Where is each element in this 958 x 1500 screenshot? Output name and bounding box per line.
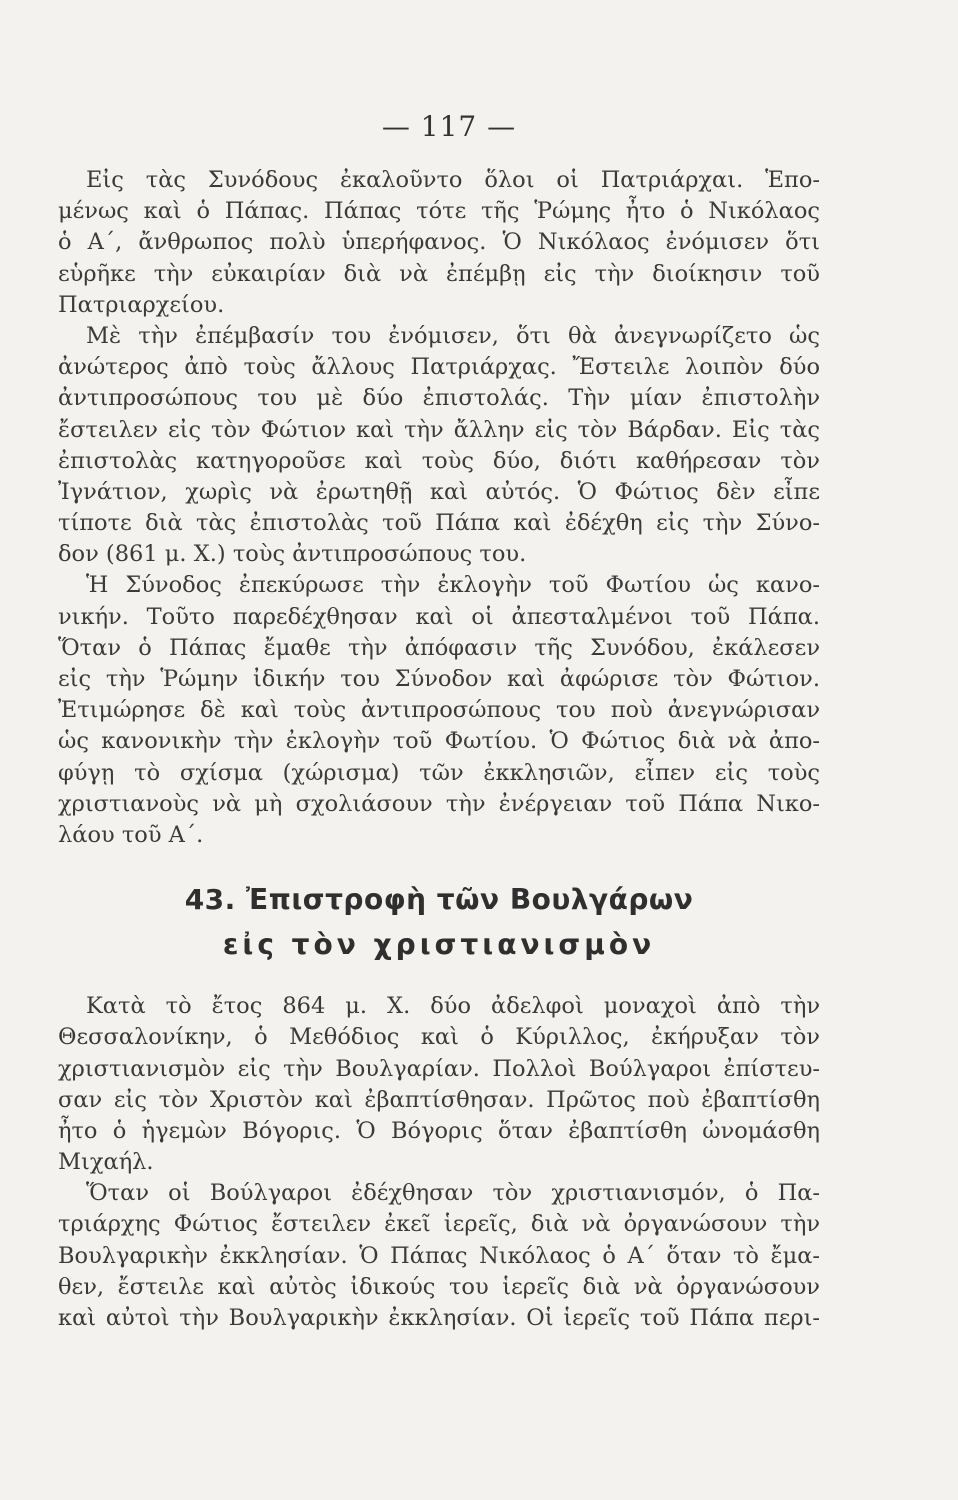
text-line: Ὅταν ὁ Πάπας ἔμαθε τὴν ἀπόφασιν τῆς Συνόδου, ἐκάλεσεν	[58, 634, 820, 661]
text-line: Ἐτιμώρησε δὲ καὶ τοὺς ἀντιπροσώπους του ποὺ ἀνεγνώρισαν	[58, 697, 820, 724]
text-line: Θεσσαλονίκην, ὁ Μεθόδιος καὶ ὁ Κύριλλος, ἐκήρυξαν τὸν	[58, 1024, 820, 1051]
text-line: Πατριαρχείου.	[58, 291, 225, 318]
text-line: ἐπιστολὰς κατηγοροῦσε καὶ τοὺς δύο, διότι καθήρεσαν τὸν	[58, 447, 820, 474]
text-line: χριστιανισμὸν εἰς τὴν Βουλγαρίαν. Πολλοὶ Βούλγαροι ἐπίστευ-	[58, 1055, 820, 1082]
paragraph-synod	[58, 570, 820, 851]
paragraph-missionaries	[58, 991, 820, 1178]
text-line: ἦτο ὁ ἡγεμὼν Βόγορις. Ὁ Βόγορις ὅταν ἐβαπτίσθη ὠνομάσθη	[58, 1117, 820, 1144]
text-line: τίποτε διὰ τὰς ἐπιστολὰς τοῦ Πάπα καὶ ἐδέχθη εἰς τὴν Σύνο-	[58, 510, 820, 537]
text-line: Ἰγνάτιον, χωρὶς νὰ ἐρωτηθῇ καὶ αὐτός. Ὁ Φώτιος δὲν εἶπε	[58, 478, 820, 505]
text-line: νικήν. Τοῦτο παρεδέχθησαν καὶ οἱ ἀπεσταλμένοι τοῦ Πάπα.	[58, 603, 820, 630]
text-line: καὶ αὐτοὶ τὴν Βουλγαρικὴν ἐκκλησίαν. Οἱ ἱερεῖς τοῦ Πάπα περι-	[58, 1305, 820, 1331]
page-number: — 117 —	[381, 110, 517, 143]
text-line: τριάρχης Φώτιος ἔστειλεν ἐκεῖ ἱερεῖς, διὰ νὰ ὀργανώσουν τὴν	[58, 1211, 820, 1238]
text-line: λάου τοῦ Α΄.	[58, 821, 204, 848]
paragraph-councils	[58, 165, 820, 321]
text-line: ἀντιπροσώπους του μὲ δύο ἐπιστολάς. Τὴν μίαν ἐπιστολὴν	[58, 385, 820, 412]
text-line: ὡς κανονικὴν τὴν ἐκλογὴν τοῦ Φωτίου. Ὁ Φώτιος διὰ νὰ ἀπο-	[58, 728, 820, 755]
text-line: Εἰς τὰς Συνόδους ἐκαλοῦντο ὅλοι οἱ Πατριάρχαι. Ἑπο-	[86, 167, 820, 193]
text-line: Ἡ Σύνοδος ἐπεκύρωσε τὴν ἐκλογὴν τοῦ Φωτίου ὡς κανο-	[86, 572, 820, 599]
text-line: μένως καὶ ὁ Πάπας. Πάπας τότε τῆς Ῥώμης ἦτο ὁ Νικόλαος	[58, 198, 820, 225]
text-line: φύγῃ τὸ σχίσμα (χώρισμα) τῶν ἐκκλησιῶν, εἶπεν εἰς τοὺς	[58, 759, 820, 786]
text-line: ἀνώτερος ἀπὸ τοὺς ἄλλους Πατριάρχας. Ἔστειλε λοιπὸν δύο	[58, 354, 820, 381]
text-line: Μὲ τὴν ἐπέμβασίν του ἐνόμισεν, ὅτι θὰ ἀνεγνωρίζετο ὡς	[86, 322, 820, 349]
text-line: εὑρῆκε τὴν εὐκαιρίαν διὰ νὰ ἐπέμβῃ εἰς τὴν διοίκησιν τοῦ	[58, 260, 820, 287]
section-heading-subline: εἰς τὸν χριστιανισμὸν	[222, 928, 656, 962]
text-line: εἰς τὴν Ῥώμην ἰδικήν του Σύνοδον καὶ ἀφώρισε τὸν Φώτιον.	[58, 666, 820, 692]
text-line: ἔστειλεν εἰς τὸν Φώτιον καὶ τὴν ἄλλην εἰς τὸν Βάρδαν. Εἰς τὰς	[58, 416, 820, 443]
text-line: Ὅταν οἱ Βούλγαροι ἐδέχθησαν τὸν χριστιανισμόν, ὁ Πα-	[86, 1180, 820, 1207]
text-line: Μιχαήλ.	[58, 1149, 154, 1176]
book-page	[58, 110, 820, 1334]
paragraph-bulgarian-church	[58, 1178, 820, 1334]
paragraph-intervention	[58, 321, 820, 571]
text-line: Βουλγαρικὴν ἐκκλησίαν. Ὁ Πάπας Νικόλαος ὁ Α΄ ὅταν τὸ ἔμα-	[58, 1242, 820, 1269]
text-line: Κατὰ τὸ ἔτος 864 μ. Χ. δύο ἀδελφοὶ μοναχοὶ ἀπὸ τὴν	[86, 993, 820, 1020]
text-line: θεν, ἔστειλε καὶ αὐτὸς ἰδικούς του ἱερεῖς διὰ νὰ ὀργανώσουν	[58, 1273, 820, 1300]
text-line: δον (861 μ. Χ.) τοὺς ἀντιπροσώπους του.	[58, 541, 527, 568]
text-line: σαν εἰς τὸν Χριστὸν καὶ ἐβαπτίσθησαν. Πρῶτος ποὺ ἐβαπτίσθη	[58, 1086, 820, 1113]
section-heading: 43. Ἐπιστροφὴ τῶν Βουλγάρων	[184, 883, 694, 917]
text-line: ὁ Α΄, ἄνθρωπος πολὺ ὑπερήφανος. Ὁ Νικόλαος ἐνόμισεν ὅτι	[58, 229, 820, 256]
text-line: χριστιανοὺς νὰ μὴ σχολιάσουν τὴν ἐνέργειαν τοῦ Πάπα Νικο-	[58, 790, 820, 817]
